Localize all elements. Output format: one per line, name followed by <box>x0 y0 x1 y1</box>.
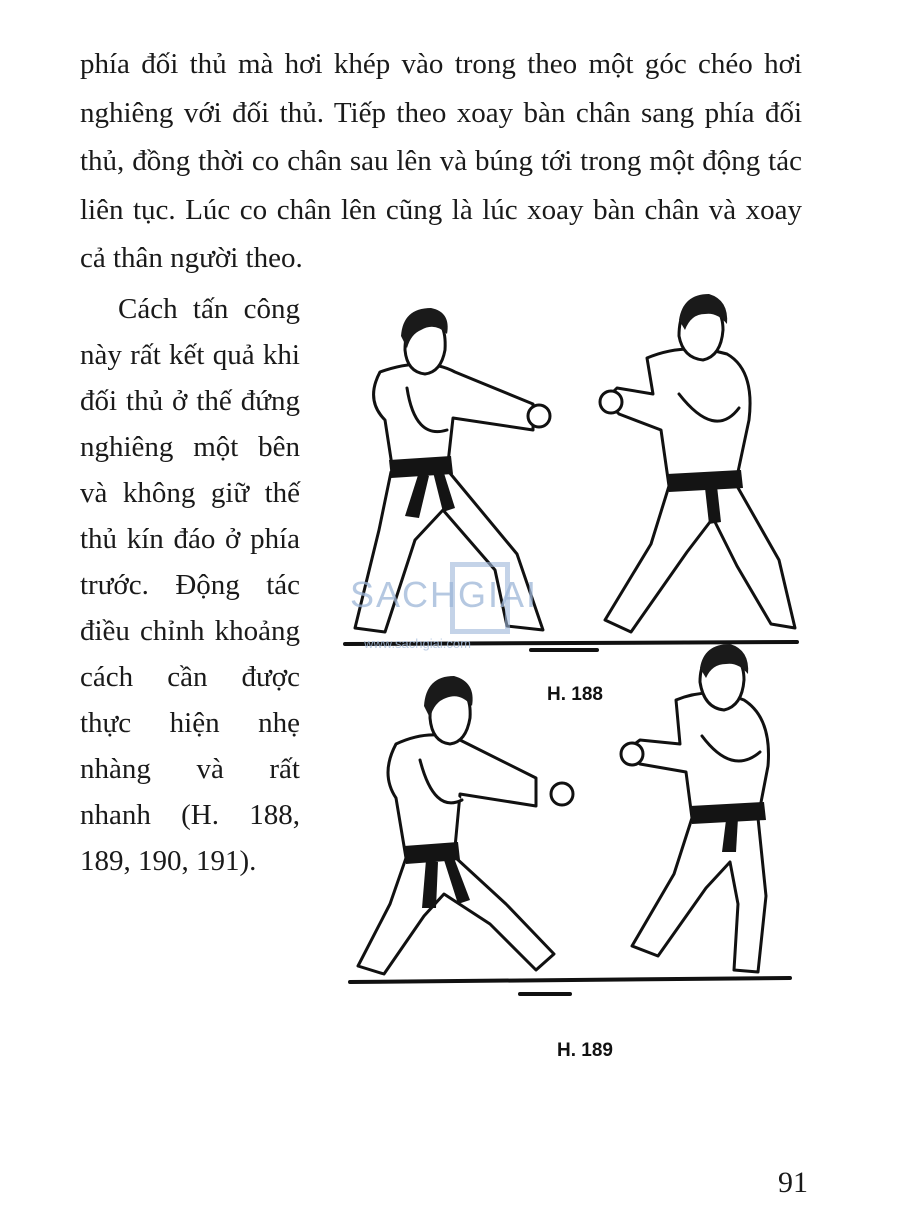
left-fighter-figure <box>355 308 550 632</box>
watermark-url: www.sachgiai.com <box>364 636 471 651</box>
intro-paragraph: phía đối thủ mà hơi khép vào trong theo một góc chéo hơi nghiêng với đối thủ. Tiếp theo xoay bàn chân sang phía đối thủ, đồng thời co chân sau lên và búng tới trong một động tác liên tục. Lúc co chân lên cũng là lúc xoay bàn chân và xoay cả thân người theo. <box>80 48 802 274</box>
ground-line <box>350 978 790 982</box>
figure-caption-189: H. 189 <box>557 1040 613 1061</box>
right-fighter-figure <box>600 294 795 632</box>
karate-illustration-188 <box>335 290 805 660</box>
left-fighter-figure <box>358 676 573 974</box>
ground-line <box>345 642 797 644</box>
karate-illustration-189 <box>340 648 800 1018</box>
page-number: 91 <box>778 1166 808 1199</box>
right-fighter-figure <box>621 644 769 972</box>
watermark-text: SACHGIAI <box>350 574 539 615</box>
figure-caption-188: H. 188 <box>547 684 603 705</box>
side-paragraph: Cách tấn công này rất kết quả khi đối thủ ở thế đứng nghiêng một bên và không giữ thế thủ kín đáo ở phía trước. Động tác điều chỉnh khoảng cách cần được thực hiện nhẹ nhàng và rất nhanh (H. 188, 189, 190, 191). <box>80 293 300 877</box>
